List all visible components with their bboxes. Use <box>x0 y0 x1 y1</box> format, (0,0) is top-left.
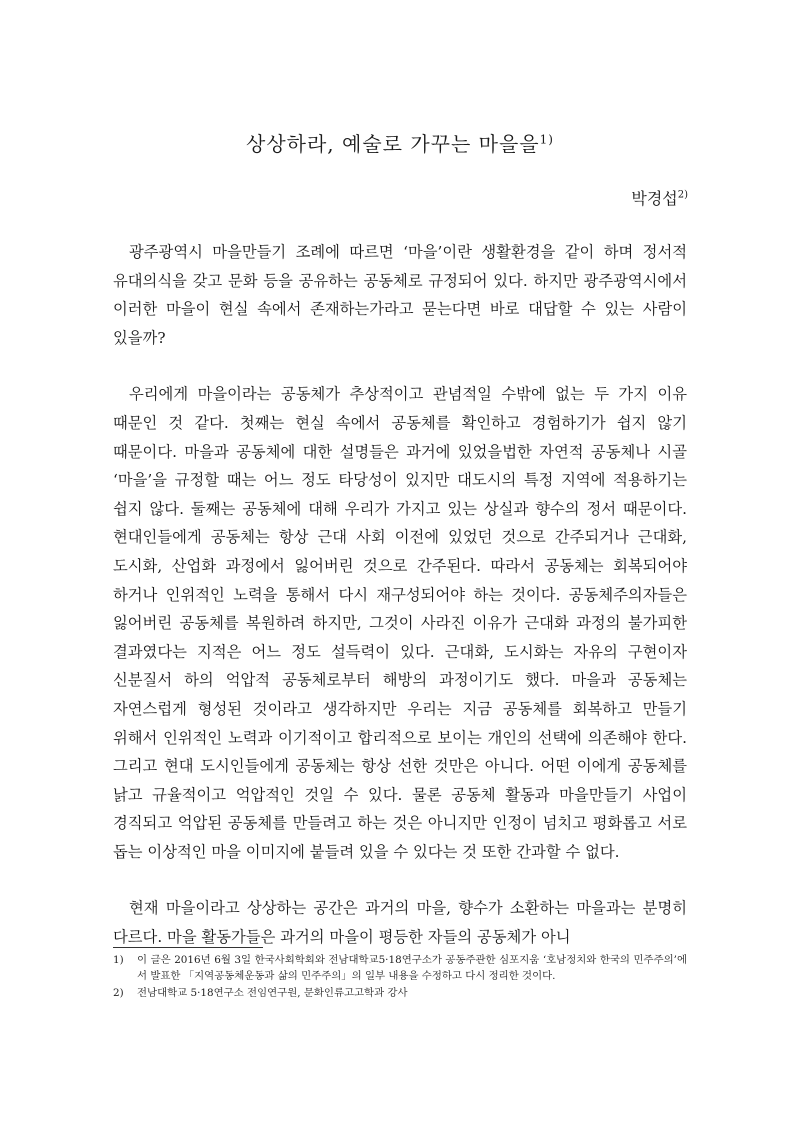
paragraph-1: 광주광역시 마을만들기 조례에 따르면 ‘마을’이란 생활환경을 같이 하며 정서적 유대의식을 갖고 문화 등을 공유하는 공동체로 규정되어 있다. 하지만 광주광역시에서 이러한 마을이 현실 속에서 존재하는가라고 묻는다면 바로 대답할 수 있는 사람이 있을까? <box>113 243 687 347</box>
footnotes <box>113 953 687 1004</box>
footnote-2 <box>113 986 687 1002</box>
title-footnote-ref[interactable]: 1) <box>539 132 554 147</box>
document-title <box>0 128 800 157</box>
paragraph-2: 우리에게 마을이라는 공동체가 추상적이고 관념적일 수밖에 없는 두 가지 이유 때문인 것 같다. 첫째는 현실 속에서 공동체를 확인하고 경험하기가 쉽지 않기 때문이다. 마을과 공동체에 대한 설명들은 과거에 있었을법한 자연적 공동체나 시골 ‘마을’을 규정할 때는 어느 정도 타당성이 있지만 대도시의 특정 지역에 적용하기는 쉽지 않다. 둘째는 공동체에 대해 우리가 가지고 있는 상실과 향수의 정서 때문이다. 현대인들에게 공동체는 항상 근대 사회 이전에 있었던 것으로 간주되거나 근대화, 도시화, 산업화 과정에서 잃어버린 것으로 간주된다. 따라서 공동체는 회복되어야 하거나 인위적인 노력을 통해서 다시 재구성되어야 하는 것이다. 공동체주의자들은 잃어버린 공동체를 복원하려 하지만, 그것이 사라진 이유가 근대화 과정의 불가피한 결과였다는 지적은 어느 정도 설득력이 있다. 근대화, 도시화는 자유의 구현이자 신분질서 하의 억압적 공동체로부터 해방의 과정이기도 했다. 마을과 공동체는 자연스럽게 형성된 것이라고 생각하지만 우리는 지금 공동체를 회복하고 만들기 위해서 인위적인 노력과 이기적이고 합리적으로 보이는 개인의 선택에 의존해야 한다. 그리고 현대 도시인들에게 공동체는 항상 선한 것만은 아니다. 어떤 이에게 공동체를 낡고 규율적이고 억압적인 것일 수 있다. 물론 공동체 활동과 마을만들기 사업이 경직되고 억압된 공동체를 만들려고 하는 것은 아니지만 인정이 넘치고 평화롭고 서로 돕는 이상적인 마을 이미지에 붙들려 있을 수 있다는 것 또한 간과할 수 없다. <box>113 385 687 861</box>
author-name <box>631 186 688 209</box>
footnote-text: 전남대학교 5·18연구소 전임연구원, 문화인류고고학과 강사 <box>137 987 408 999</box>
footnote-number: 2) <box>113 987 124 999</box>
paragraph-3: 현재 마을이라고 상상하는 공간은 과거의 마을, 향수가 소환하는 마을과는 분명히 다르다. 마을 활동가들은 과거의 마을이 평등한 자들의 공동체가 아니 <box>113 899 687 947</box>
title-text: 상상하라, 예술로 가꾸는 마을을 <box>246 132 540 156</box>
author-footnote-ref[interactable]: 2) <box>677 189 688 201</box>
body-text <box>113 238 687 980</box>
footnote-text: 이 글은 2016년 6월 3일 한국사회학회와 전남대학교5·18연구소가 공동주관한 심포지움 ‘호남정치와 한국의 민주주의’에서 발표한 「지역공동체운동과 삶의 민주주의」의 일부 내용을 수정하고 다시 정리한 것이다. <box>137 954 687 982</box>
footnote-1 <box>113 953 687 984</box>
footnote-divider <box>113 947 263 948</box>
footnote-number: 1) <box>113 954 124 966</box>
author-text: 박경섭 <box>631 189 678 208</box>
